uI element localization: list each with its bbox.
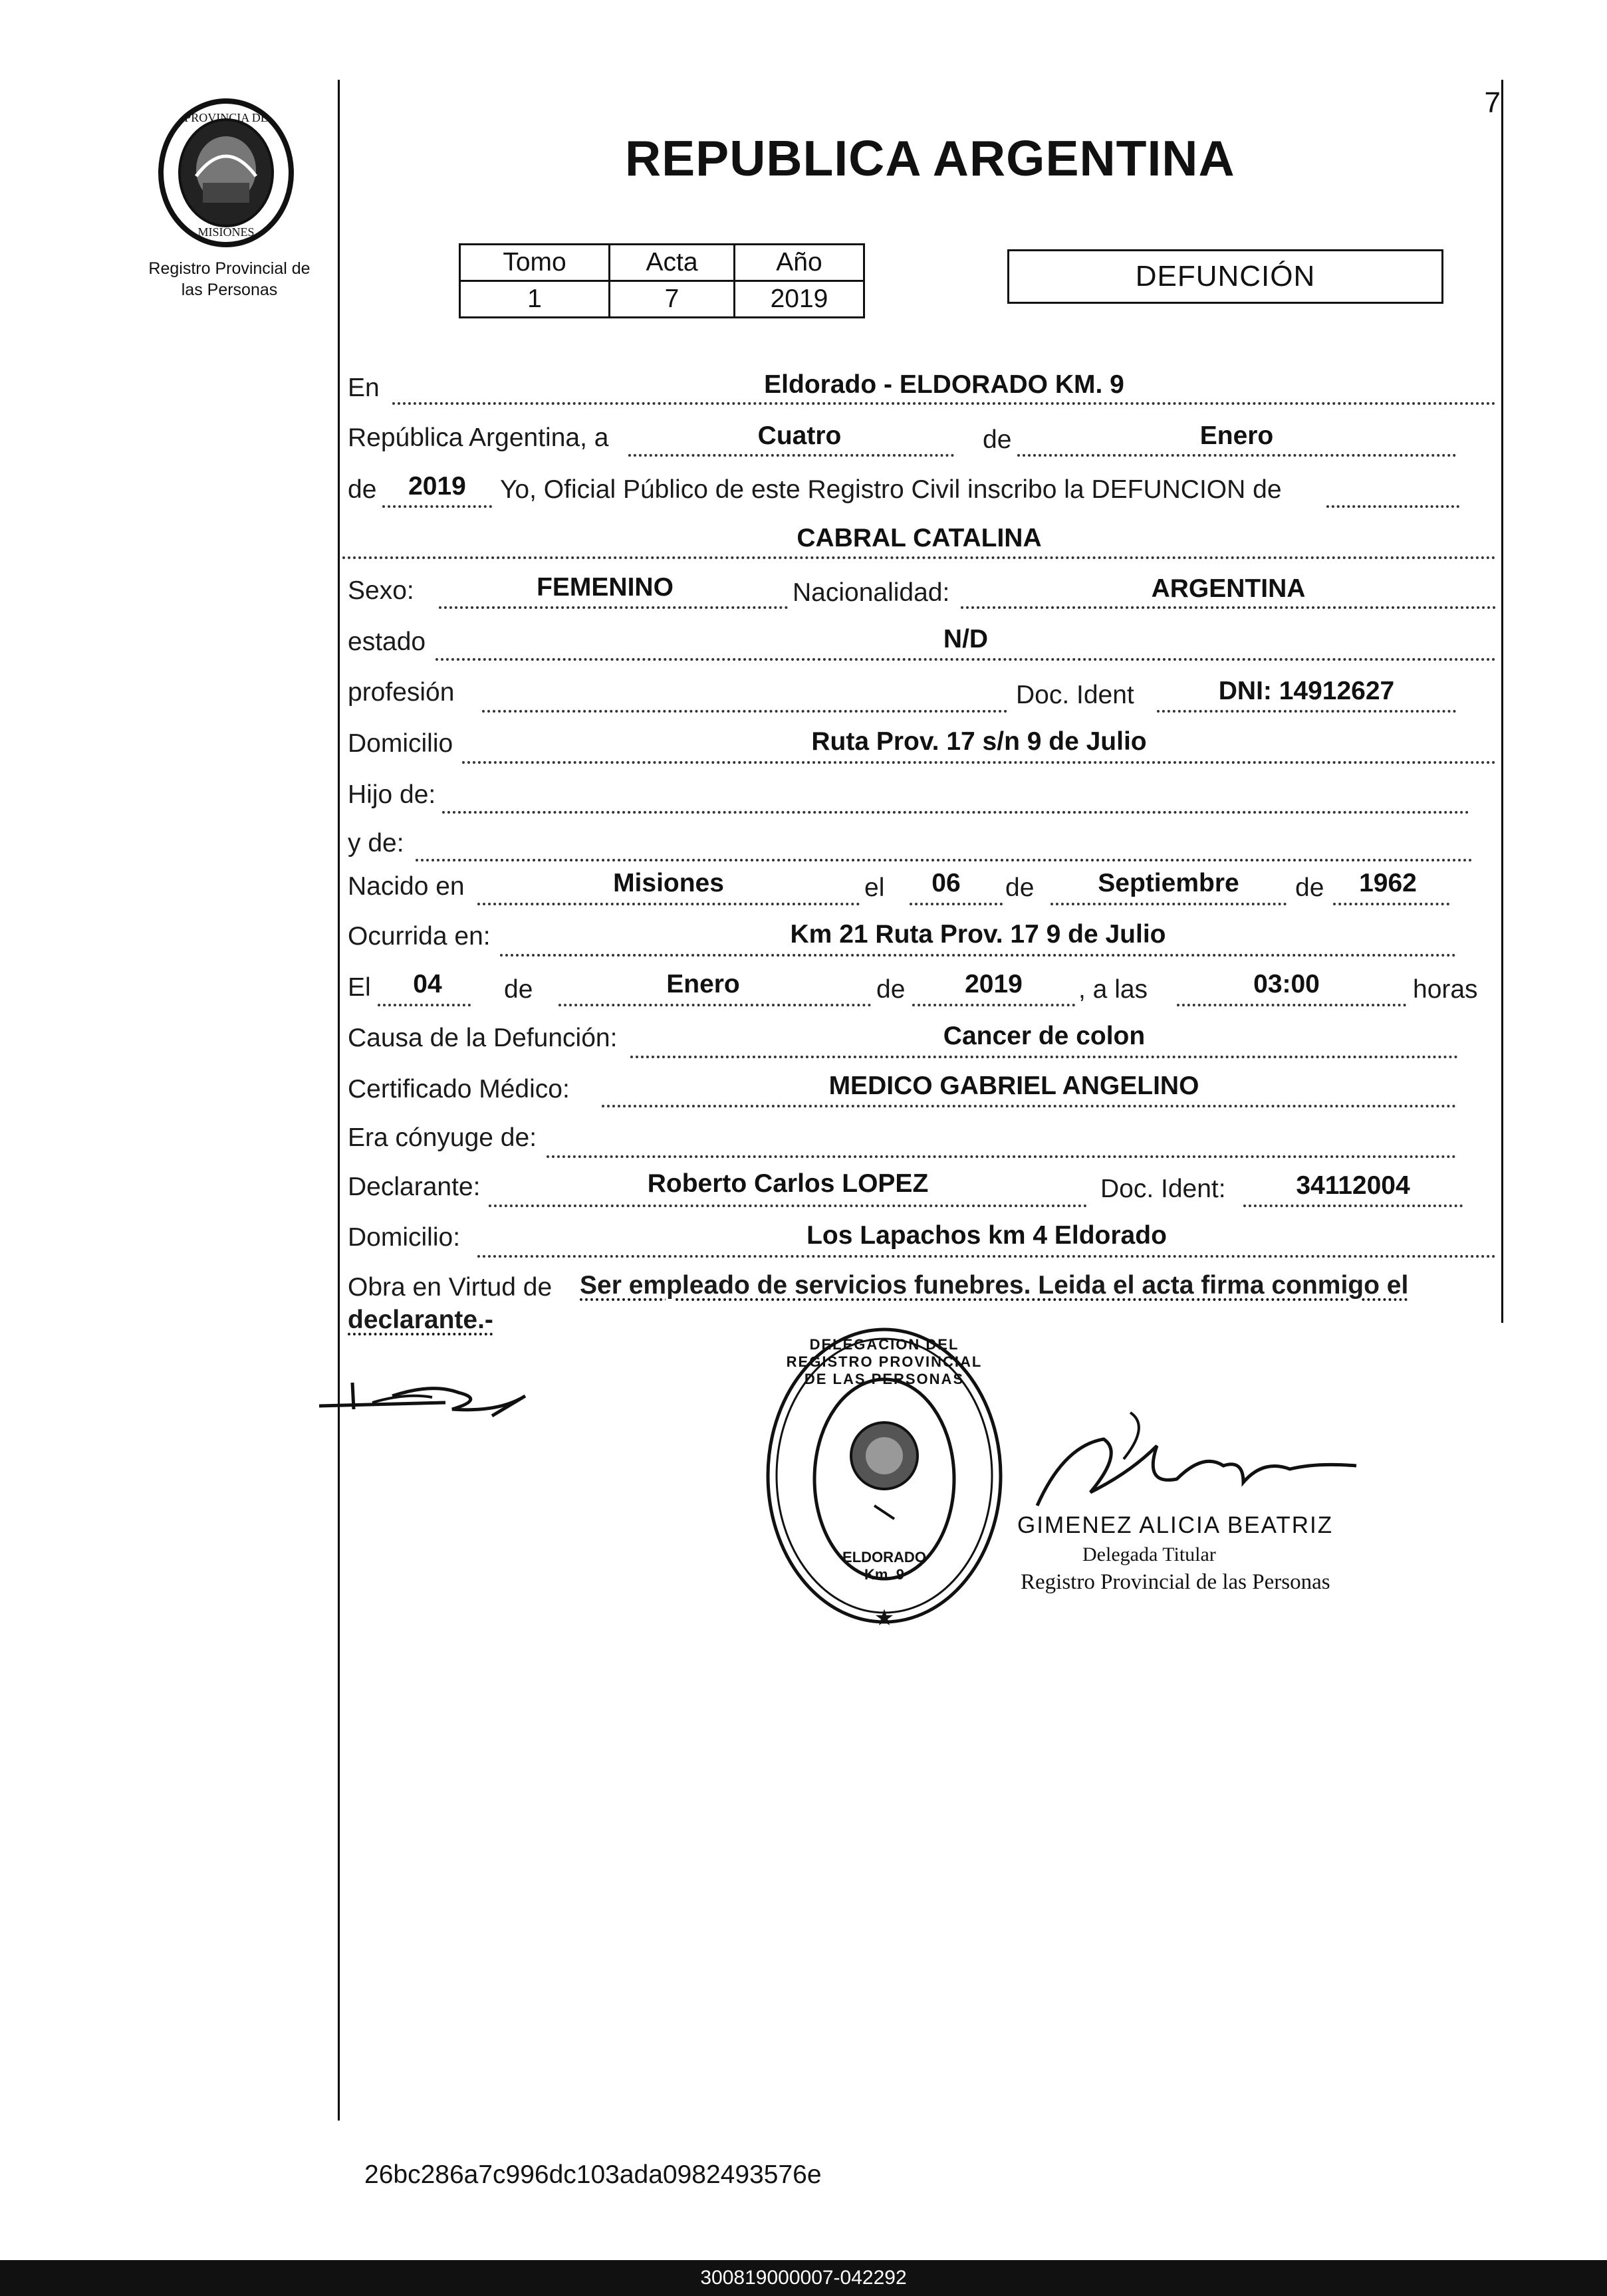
dotted-line [435,658,1496,661]
conyuge-label: Era cónyuge de: [348,1123,537,1152]
ocurrida-value: Km 21 Ruta Prov. 17 9 de Julio [790,920,1166,949]
dotted-line [462,761,1496,764]
svg-text:★: ★ [874,1605,895,1631]
dotted-line [630,1056,1458,1058]
certificado-label: Certificado Médico: [348,1075,570,1103]
certificado-value: MEDICO GABRIEL ANGELINO [828,1072,1199,1100]
obra-label: Obra en Virtud de [348,1273,553,1302]
officer-signature-icon [1024,1406,1383,1519]
dotted-line [342,556,1496,559]
dotted-line [961,606,1496,609]
def-mes-value: Enero [666,970,740,998]
mes-value: Enero [1199,421,1274,450]
dotted-line [1157,710,1456,713]
en-label: En [348,374,380,402]
registry-org-name [120,258,339,300]
acta-value: 7 [610,281,735,318]
org-line-1: Registro Provincial de [148,259,310,278]
dotted-line [439,606,788,609]
hijo-label: Hijo de: [348,780,436,809]
dotted-line [547,1155,1456,1158]
acta-header: Acta [610,245,735,281]
dotted-line [382,505,492,508]
y-de-label: y de: [348,829,404,858]
svg-text:PROVINCIA DE: PROVINCIA DE [184,111,268,124]
officer-role: Delegada Titular [1082,1544,1216,1565]
nacionalidad-label: Nacionalidad: [793,578,950,607]
domicilio2-label: Domicilio: [348,1223,461,1252]
de-label: de [1005,873,1035,902]
lugar-value: Eldorado - ELDORADO KM. 9 [764,370,1124,399]
dotted-line [1177,1004,1406,1006]
dotted-line [1051,903,1287,905]
inscribo-text: Yo, Oficial Público de este Registro Civil inscribo la DEFUNCION de [500,475,1282,504]
a-las-label: , a las [1078,975,1148,1004]
dotted-line [910,903,1003,905]
anio-value: 2019 [735,281,864,318]
domicilio-label: Domicilio [348,729,453,758]
def-dia-value: 04 [413,970,442,998]
page-title: REPUBLICA ARGENTINA [625,130,1235,186]
dotted-line [378,1004,471,1006]
dotted-line [489,1205,1087,1207]
sexo-value: FEMENINO [537,573,674,602]
ocurrida-label: Ocurrida en: [348,922,491,951]
domicilio-value: Ruta Prov. 17 s/n 9 de Julio [811,727,1147,756]
def-anio-value: 2019 [965,970,1023,998]
declarant-signature-icon [312,1356,539,1423]
horas-label: horas [1413,975,1478,1004]
estado-value: N/D [943,625,989,653]
tomo-acta-table [459,243,865,318]
dotted-line [392,402,1496,405]
stamp-inner-text: ELDORADO Km. 9 [842,1549,926,1583]
nacido-label: Nacido en [348,872,465,901]
el-label: el [864,873,885,902]
obra-text-line-1: Ser empleado de servicios funebres. Leida el acta firma conmigo el [580,1271,1409,1300]
footer-code: 300819000007-042292 [700,2267,907,2289]
dotted-line [1326,505,1459,508]
doc-ident-value: DNI: 14912627 [1218,677,1395,705]
dotted-line [482,710,1007,713]
dotted-line [416,859,1473,861]
nac-anio-value: 1962 [1359,869,1417,897]
dotted-line [602,1105,1456,1107]
domicilio2-value: Los Lapachos km 4 Eldorado [806,1221,1167,1250]
el-label: El [348,973,371,1002]
org-line-2: las Personas [181,281,278,299]
obra-text-line-2: declarante.- [348,1306,493,1334]
left-margin-line [338,80,340,2121]
nac-mes-value: Septiembre [1098,869,1239,897]
stamp-ring-text: DELEGACION DEL REGISTRO PROVINCIAL DE LAS PERSONAS [786,1336,983,1387]
dotted-line [558,1004,871,1006]
tomo-value: 1 [460,281,610,318]
dotted-line [1333,903,1449,905]
nacionalidad-value: ARGENTINA [1151,574,1306,603]
nombre-value: CABRAL CATALINA [797,524,1042,552]
nacido-lugar-value: Misiones [613,869,724,897]
de-label: de [876,975,906,1004]
de-label: de [1295,873,1324,902]
officer-org: Registro Provincial de las Personas [1021,1570,1330,1594]
right-margin-line [1501,80,1503,1323]
causa-value: Cancer de colon [943,1022,1146,1050]
dotted-line [442,811,1469,814]
dotted-line [500,954,1456,957]
dotted-line [1017,454,1456,457]
dotted-line [1243,1205,1463,1207]
declarante-value: Roberto Carlos LOPEZ [647,1169,929,1198]
svg-text:MISIONES: MISIONES [197,225,255,239]
profesion-label: profesión [348,678,455,707]
de-label: de [504,975,533,1004]
officer-name: GIMENEZ ALICIA BEATRIZ [1017,1512,1334,1538]
dotted-line [912,1004,1075,1006]
hora-value: 03:00 [1253,970,1320,998]
nac-dia-value: 06 [931,869,961,897]
anio-header: Año [735,245,864,281]
doc-ident-label: Doc. Ident [1016,681,1134,709]
dotted-line [628,454,954,457]
declarante-label: Declarante: [348,1173,481,1201]
page-number: 7 [1484,86,1501,119]
document-hash: 26bc286a7c996dc103ada0982493576e [364,2160,822,2189]
document-type-box: DEFUNCIÓN [1007,249,1443,304]
doc-ident2-value: 34112004 [1296,1171,1410,1200]
doc-ident2-label: Doc. Ident: [1100,1175,1226,1203]
de-label: de [983,425,1012,454]
dotted-line [477,903,860,905]
causa-label: Causa de la Defunción: [348,1024,618,1052]
tomo-header: Tomo [460,245,610,281]
sexo-label: Sexo: [348,576,414,605]
dotted-line [477,1255,1496,1258]
republica-label: República Argentina, a [348,423,609,452]
de-label: de [348,475,377,504]
misiones-seal-icon [156,96,296,249]
anio-acta-value: 2019 [408,472,466,501]
dia-texto-value: Cuatro [757,421,842,450]
estado-label: estado [348,628,426,656]
